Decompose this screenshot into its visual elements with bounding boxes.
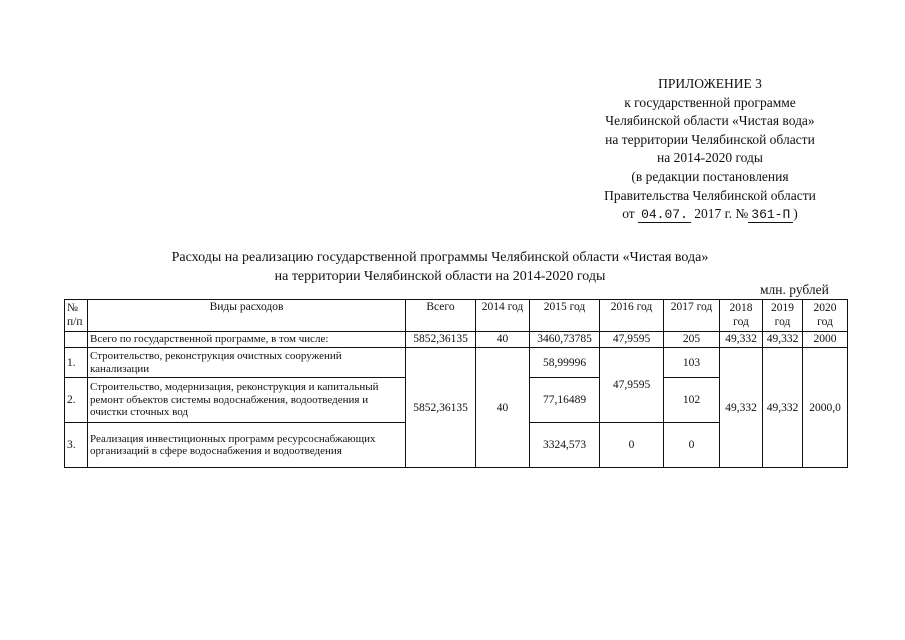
header-total: Всего (406, 300, 476, 332)
appendix-line: (в редакции постановления (631, 168, 789, 184)
row-num: 1. (65, 348, 88, 378)
table-row-total (65, 332, 848, 348)
total-row-2015: 3460,73785 (530, 332, 600, 348)
merged-total: 5852,36135 (406, 348, 476, 468)
close-paren: ) (793, 206, 798, 222)
appendix-line: на территории Челябинской области (605, 131, 815, 147)
header-2018: 2018 год (720, 300, 763, 332)
merged-2020: 2000,0 (803, 348, 848, 468)
total-row-2020: 2000 (803, 332, 848, 348)
header-2017: 2017 год (664, 300, 720, 332)
total-row-total: 5852,36135 (406, 332, 476, 348)
row-num: 2. (65, 378, 88, 423)
merged-2019: 49,332 (763, 348, 803, 468)
table-row (65, 348, 848, 378)
total-row-label: Всего по государственной программе, в том числе: (88, 332, 406, 348)
appendix-header (560, 75, 860, 224)
row-num: 3. (65, 423, 88, 468)
header-2016: 2016 год (600, 300, 664, 332)
row-2017: 102 (664, 378, 720, 423)
appendix-date-line (560, 205, 860, 224)
year-text: 2017 г. № (694, 206, 749, 222)
appendix-line: Челябинской области «Чистая вода» (605, 113, 815, 129)
title-line: на территории Челябинской области на 2014-2020 годы (274, 269, 606, 284)
total-row-2017: 205 (664, 332, 720, 348)
row-label: Реализация инвестиционных программ ресурсоснабжающих организаций в сфере водоснабжения и водоотведения (88, 423, 406, 468)
row-2015: 58,99996 (530, 348, 600, 378)
expenses-table (64, 299, 848, 468)
appendix-line: ПРИЛОЖЕНИЕ 3 (658, 76, 762, 91)
total-row-2018: 49,332 (720, 332, 763, 348)
header-2020: 2020 год (803, 300, 848, 332)
merged-2016: 47,9595 (600, 348, 664, 423)
header-types: Виды расходов (88, 300, 406, 332)
from-prefix: от (622, 206, 635, 222)
table-header-row (65, 300, 848, 332)
merged-2018: 49,332 (720, 348, 763, 468)
row-2017: 0 (664, 423, 720, 468)
header-2015: 2015 год (530, 300, 600, 332)
merged-2014: 40 (476, 348, 530, 468)
row-2015: 3324,573 (530, 423, 600, 468)
handwritten-date: 04.07. (638, 208, 691, 223)
row-2015: 77,16489 (530, 378, 600, 423)
header-2019: 2019 год (763, 300, 803, 332)
handwritten-number: 361-П (748, 208, 793, 223)
header-2014: 2014 год (476, 300, 530, 332)
appendix-line: к государственной программе (624, 94, 796, 110)
header-num: № п/п (65, 300, 88, 332)
row-2016: 0 (600, 423, 664, 468)
row-label: Строительство, реконструкция очистных сооружений канализации (88, 348, 406, 378)
unit-label: млн. рублей (760, 282, 829, 297)
document-title (120, 248, 760, 286)
total-row-2014: 40 (476, 332, 530, 348)
total-row-2016: 47,9595 (600, 332, 664, 348)
row-label: Строительство, модернизация, реконструкция и капитальный ремонт объектов системы водоснабжения, водоотведения и очистки сточных вод (88, 378, 406, 423)
appendix-line: на 2014-2020 годы (657, 150, 763, 166)
appendix-line: Правительства Челябинской области (604, 187, 816, 203)
total-row-num (65, 332, 88, 348)
row-2017: 103 (664, 348, 720, 378)
total-row-2019: 49,332 (763, 332, 803, 348)
title-line: Расходы на реализацию государственной программы Челябинской области «Чистая вода» (171, 250, 709, 265)
